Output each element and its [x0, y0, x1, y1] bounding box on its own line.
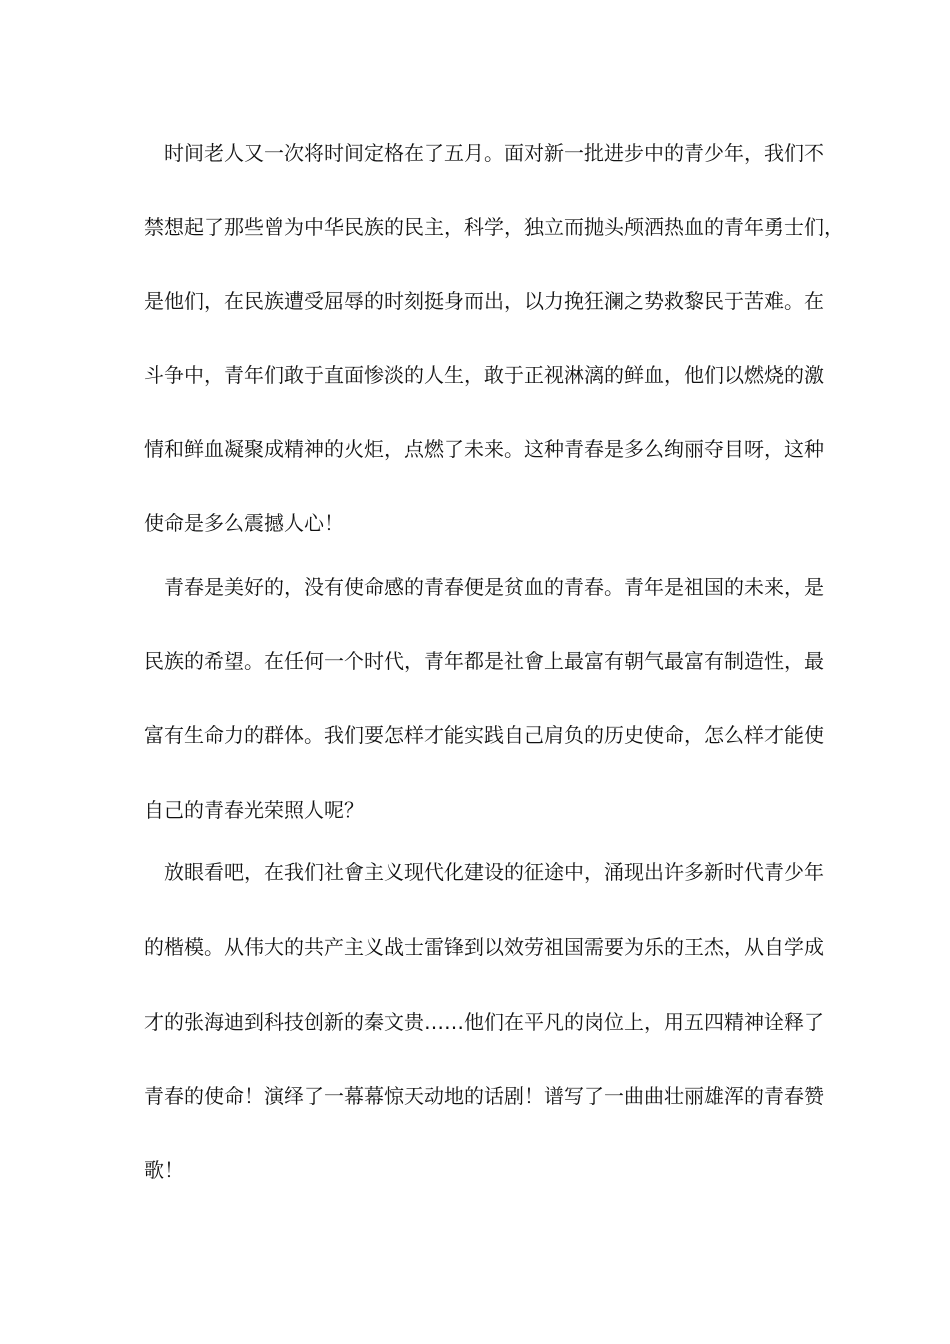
paragraph-2-line-1: 青春是美好的，没有使命感的青春便是贫血的青春。青年是祖国的未来，是 — [164, 575, 824, 599]
paragraph-3-line-4: 青春的使命！演绎了一幕幕惊天动地的话剧！谱写了一曲曲壮丽雄浑的青春赞 — [144, 1084, 824, 1108]
paragraph-2-line-2: 民族的希望。在任何一个时代，青年都是社會上最富有朝气最富有制造性，最 — [144, 649, 824, 673]
paragraph-1-line-6: 使命是多么震撼人心！ — [144, 511, 344, 535]
paragraph-1-line-5: 情和鲜血凝聚成精神的火炬，点燃了未来。这种青春是多么绚丽夺目呀，这种 — [144, 437, 824, 461]
paragraph-3-line-5: 歌！ — [144, 1158, 184, 1182]
paragraph-3-line-1: 放眼看吧，在我们社會主义现代化建设的征途中，涌现出许多新时代青少年 — [164, 860, 824, 884]
paragraph-1-line-4: 斗争中，青年们敢于直面惨淡的人生，敢于正视淋漓的鲜血，他们以燃烧的激 — [144, 363, 824, 387]
paragraph-3-line-3: 才的张海迪到科技创新的秦文贵……他们在平凡的岗位上，用五四精神诠释了 — [144, 1010, 824, 1034]
paragraph-2-line-4: 自己的青春光荣照人呢？ — [144, 798, 364, 822]
paragraph-1-line-1: 时间老人又一次将时间定格在了五月。面对新一批进步中的青少年，我们不 — [164, 141, 824, 165]
paragraph-1-line-2: 禁想起了那些曾为中华民族的民主，科学，独立而抛头颅洒热血的青年勇士们， — [144, 215, 844, 239]
paragraph-3-line-2: 的楷模。从伟大的共产主义战士雷锋到以效劳祖国需要为乐的王杰，从自学成 — [144, 935, 824, 959]
paragraph-1-line-3: 是他们，在民族遭受屈辱的时刻挺身而出，以力挽狂澜之势救黎民于苦难。在 — [144, 289, 824, 313]
paragraph-2-line-3: 富有生命力的群体。我们要怎样才能实践自己肩负的历史使命，怎么样才能使 — [144, 723, 824, 747]
